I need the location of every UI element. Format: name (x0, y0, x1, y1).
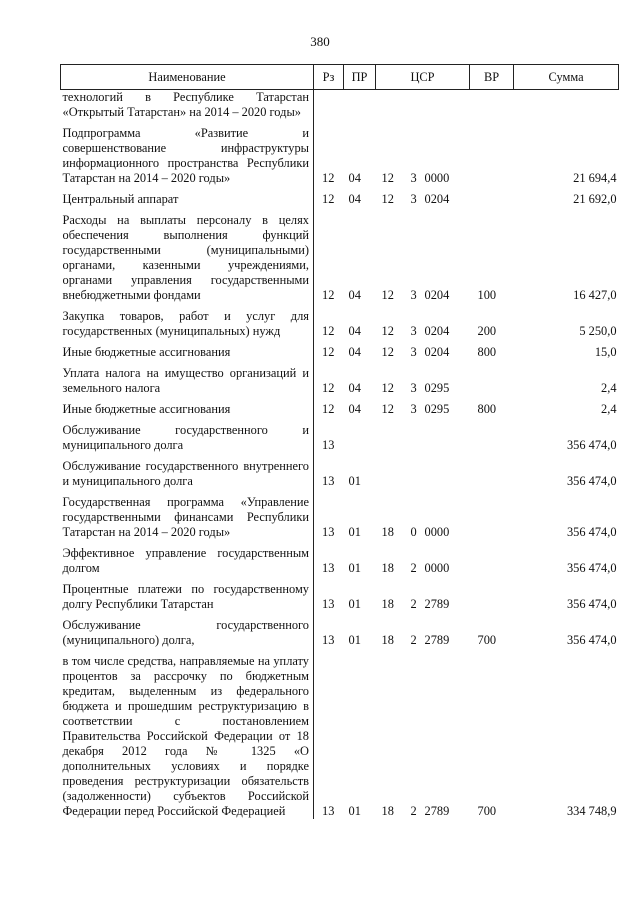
row-csr-subprogram: 2 (410, 597, 417, 611)
row-csr-item (421, 90, 470, 121)
row-name (61, 396, 314, 417)
row-name-text: Закупка товаров, работ и услуг для государственных (муниципальных) нужд (62, 309, 309, 338)
col-header-rz: Рз (314, 65, 344, 90)
row-pr: 04 (348, 402, 361, 416)
row-sum: 21 694,4 (573, 171, 617, 185)
row-name-text: в том числе средства, направляемые на уплату процентов за рассрочку по бюджетным кредитам, выделенным из федерального бюджета и прошедшим реструктуризацию в соответствии с постановлением Правительства Российской Федерации от 18 декабря 2012 года № 1325 «О дополнительных условиях и порядке проведения реструктуризации обязательств (задолженности) субъектов Российской Федерации перед Российской Федерацией (62, 654, 309, 818)
row-pr: 04 (348, 381, 361, 395)
row-csr-item: 0204 (424, 192, 450, 206)
row-rz: 13 (322, 633, 335, 647)
row-vr (470, 360, 514, 396)
table-row (61, 396, 619, 417)
row-csr-item: 0204 (424, 345, 450, 359)
row-pr: 04 (348, 324, 361, 338)
table-row (61, 90, 619, 121)
row-rz: 13 (322, 597, 335, 611)
page-number: 380 (310, 34, 330, 49)
row-sum: 356 474,0 (566, 561, 617, 575)
row-csr-subprogram: 3 (410, 345, 417, 359)
row-csr-subprogram: 2 (410, 561, 417, 575)
row-rz: 12 (322, 345, 335, 359)
row-pr: 01 (348, 525, 361, 539)
row-rz: 12 (322, 381, 335, 395)
row-name-text: технологий в Республике Татарстан «Открытый Татарстан» на 2014 – 2020 годы» (62, 90, 309, 119)
row-name (61, 576, 314, 612)
row-sum: 356 474,0 (566, 597, 617, 611)
row-csr-program: 12 (381, 288, 394, 302)
row-name-text: Государственная программа «Управление государственными финансами Республики Татарстан на 2014 – 2020 годы» (62, 495, 309, 539)
table-row (61, 576, 619, 612)
row-name-text: Обслуживание государственного и муниципального долга (62, 423, 309, 452)
row-csr-item (421, 417, 470, 453)
row-vr: 800 (477, 345, 497, 359)
row-pr: 01 (348, 804, 361, 818)
row-csr-item: 0000 (424, 171, 450, 185)
row-rz: 13 (322, 438, 335, 452)
row-csr-program: 12 (381, 381, 394, 395)
row-vr (470, 120, 514, 186)
row-rz: 12 (322, 324, 335, 338)
row-vr: 100 (477, 288, 497, 302)
row-pr: 01 (348, 561, 361, 575)
row-csr-item: 2789 (424, 633, 450, 647)
row-sum: 356 474,0 (566, 474, 617, 488)
row-csr-subprogram: 0 (410, 525, 417, 539)
row-csr-subprogram: 3 (410, 402, 417, 416)
row-sum: 2,4 (601, 381, 617, 395)
row-csr-subprogram: 3 (410, 324, 417, 338)
row-csr-program: 18 (381, 804, 394, 818)
row-csr-item: 2789 (424, 597, 450, 611)
table-body (61, 90, 619, 820)
table-row (61, 186, 619, 207)
row-name (61, 186, 314, 207)
row-name (61, 489, 314, 540)
row-csr-item: 0295 (424, 381, 450, 395)
row-name (61, 303, 314, 339)
row-csr-subprogram (403, 417, 421, 453)
row-pr: 04 (348, 171, 361, 185)
row-name-text: Иные бюджетные ассигнования (62, 402, 231, 416)
row-sum: 15,0 (594, 345, 617, 359)
row-sum: 16 427,0 (573, 288, 617, 302)
table-row (61, 360, 619, 396)
table-row (61, 120, 619, 186)
row-csr-subprogram: 3 (410, 381, 417, 395)
row-csr-program: 18 (381, 633, 394, 647)
row-name-text: Центральный аппарат (62, 192, 179, 206)
row-csr-program: 18 (381, 561, 394, 575)
row-vr (470, 90, 514, 121)
table-row (61, 207, 619, 303)
row-name (61, 90, 314, 121)
row-sum: 356 474,0 (566, 633, 617, 647)
row-name (61, 339, 314, 360)
row-pr (344, 417, 376, 453)
col-header-sum: Сумма (514, 65, 619, 90)
row-name-text: Процентные платежи по государственному долгу Республики Татарстан (62, 582, 309, 611)
row-sum: 334 748,9 (566, 804, 617, 818)
row-vr (470, 540, 514, 576)
row-name-text: Обслуживание государственного внутреннего и муниципального долга (62, 459, 309, 488)
row-sum (514, 90, 619, 121)
row-csr-program: 12 (381, 171, 394, 185)
row-csr-item (421, 453, 470, 489)
row-csr-subprogram: 3 (410, 192, 417, 206)
row-name (61, 612, 314, 648)
row-name-text: Подпрограмма «Развитие и совершенствование инфраструктуры информационного пространства Республики Татарстан на 2014 – 2020 годы» (62, 126, 309, 185)
table-row (61, 303, 619, 339)
row-rz: 12 (322, 171, 335, 185)
row-vr: 700 (477, 804, 497, 818)
row-csr-item: 0204 (424, 324, 450, 338)
row-csr-program: 12 (381, 324, 394, 338)
row-vr: 700 (477, 633, 497, 647)
table-row (61, 453, 619, 489)
row-name-text: Обслуживание государственного (муниципального) долга, (62, 618, 309, 647)
row-csr-program (376, 417, 403, 453)
row-csr-program (376, 90, 403, 121)
row-csr-subprogram: 3 (410, 288, 417, 302)
row-csr-item: 2789 (424, 804, 450, 818)
row-rz: 13 (322, 525, 335, 539)
row-sum: 356 474,0 (566, 438, 617, 452)
row-csr-item: 0000 (424, 525, 450, 539)
row-name (61, 360, 314, 396)
row-rz: 12 (322, 192, 335, 206)
row-sum: 21 692,0 (573, 192, 617, 206)
row-sum: 5 250,0 (579, 324, 617, 338)
table-row (61, 339, 619, 360)
row-rz: 13 (322, 561, 335, 575)
row-sum: 356 474,0 (566, 525, 617, 539)
row-vr (470, 453, 514, 489)
table-row (61, 540, 619, 576)
col-header-vr: ВР (470, 65, 514, 90)
row-name (61, 648, 314, 819)
row-name (61, 120, 314, 186)
row-name-text: Расходы на выплаты персоналу в целях обеспечения выполнения функций государственными (муниципальными) органами, казенными учреждениями, органами управления государственными внебюджетными фондами (62, 213, 309, 302)
row-vr: 200 (477, 324, 497, 338)
row-name-text: Уплата налога на имущество организаций и земельного налога (62, 366, 309, 395)
row-pr: 04 (348, 288, 361, 302)
row-name-text: Эффективное управление государственным долгом (62, 546, 309, 575)
row-vr (470, 489, 514, 540)
row-pr (344, 90, 376, 121)
row-pr: 04 (348, 345, 361, 359)
row-csr-item: 0204 (424, 288, 450, 302)
row-vr (470, 417, 514, 453)
row-pr: 01 (348, 633, 361, 647)
row-csr-item: 0000 (424, 561, 450, 575)
row-csr-subprogram (403, 90, 421, 121)
row-name (61, 540, 314, 576)
table-row (61, 612, 619, 648)
row-rz: 12 (322, 288, 335, 302)
row-csr-program: 12 (381, 402, 394, 416)
row-pr: 01 (348, 597, 361, 611)
row-csr-program: 12 (381, 345, 394, 359)
table-header-row (61, 65, 619, 90)
budget-table (60, 64, 619, 819)
col-header-csr: ЦСР (376, 65, 470, 90)
row-sum: 2,4 (601, 402, 617, 416)
row-csr-program: 12 (381, 192, 394, 206)
table-row (61, 648, 619, 819)
row-csr-subprogram: 2 (410, 804, 417, 818)
row-rz: 12 (322, 402, 335, 416)
table-row (61, 489, 619, 540)
row-name (61, 453, 314, 489)
row-csr-item: 0295 (424, 402, 450, 416)
row-pr: 04 (348, 192, 361, 206)
row-csr-subprogram: 2 (410, 633, 417, 647)
col-header-pr: ПР (344, 65, 376, 90)
row-csr-subprogram (403, 453, 421, 489)
row-vr (470, 186, 514, 207)
col-header-name: Наименование (61, 65, 314, 90)
row-rz: 13 (322, 474, 335, 488)
row-pr: 01 (348, 474, 361, 488)
row-rz (314, 90, 344, 121)
row-name (61, 207, 314, 303)
row-csr-program: 18 (381, 525, 394, 539)
row-csr-program (376, 453, 403, 489)
row-vr (470, 576, 514, 612)
table-row (61, 417, 619, 453)
row-csr-program: 18 (381, 597, 394, 611)
row-name (61, 417, 314, 453)
row-rz: 13 (322, 804, 335, 818)
row-csr-subprogram: 3 (410, 171, 417, 185)
row-vr: 800 (477, 402, 497, 416)
row-name-text: Иные бюджетные ассигнования (62, 345, 231, 359)
